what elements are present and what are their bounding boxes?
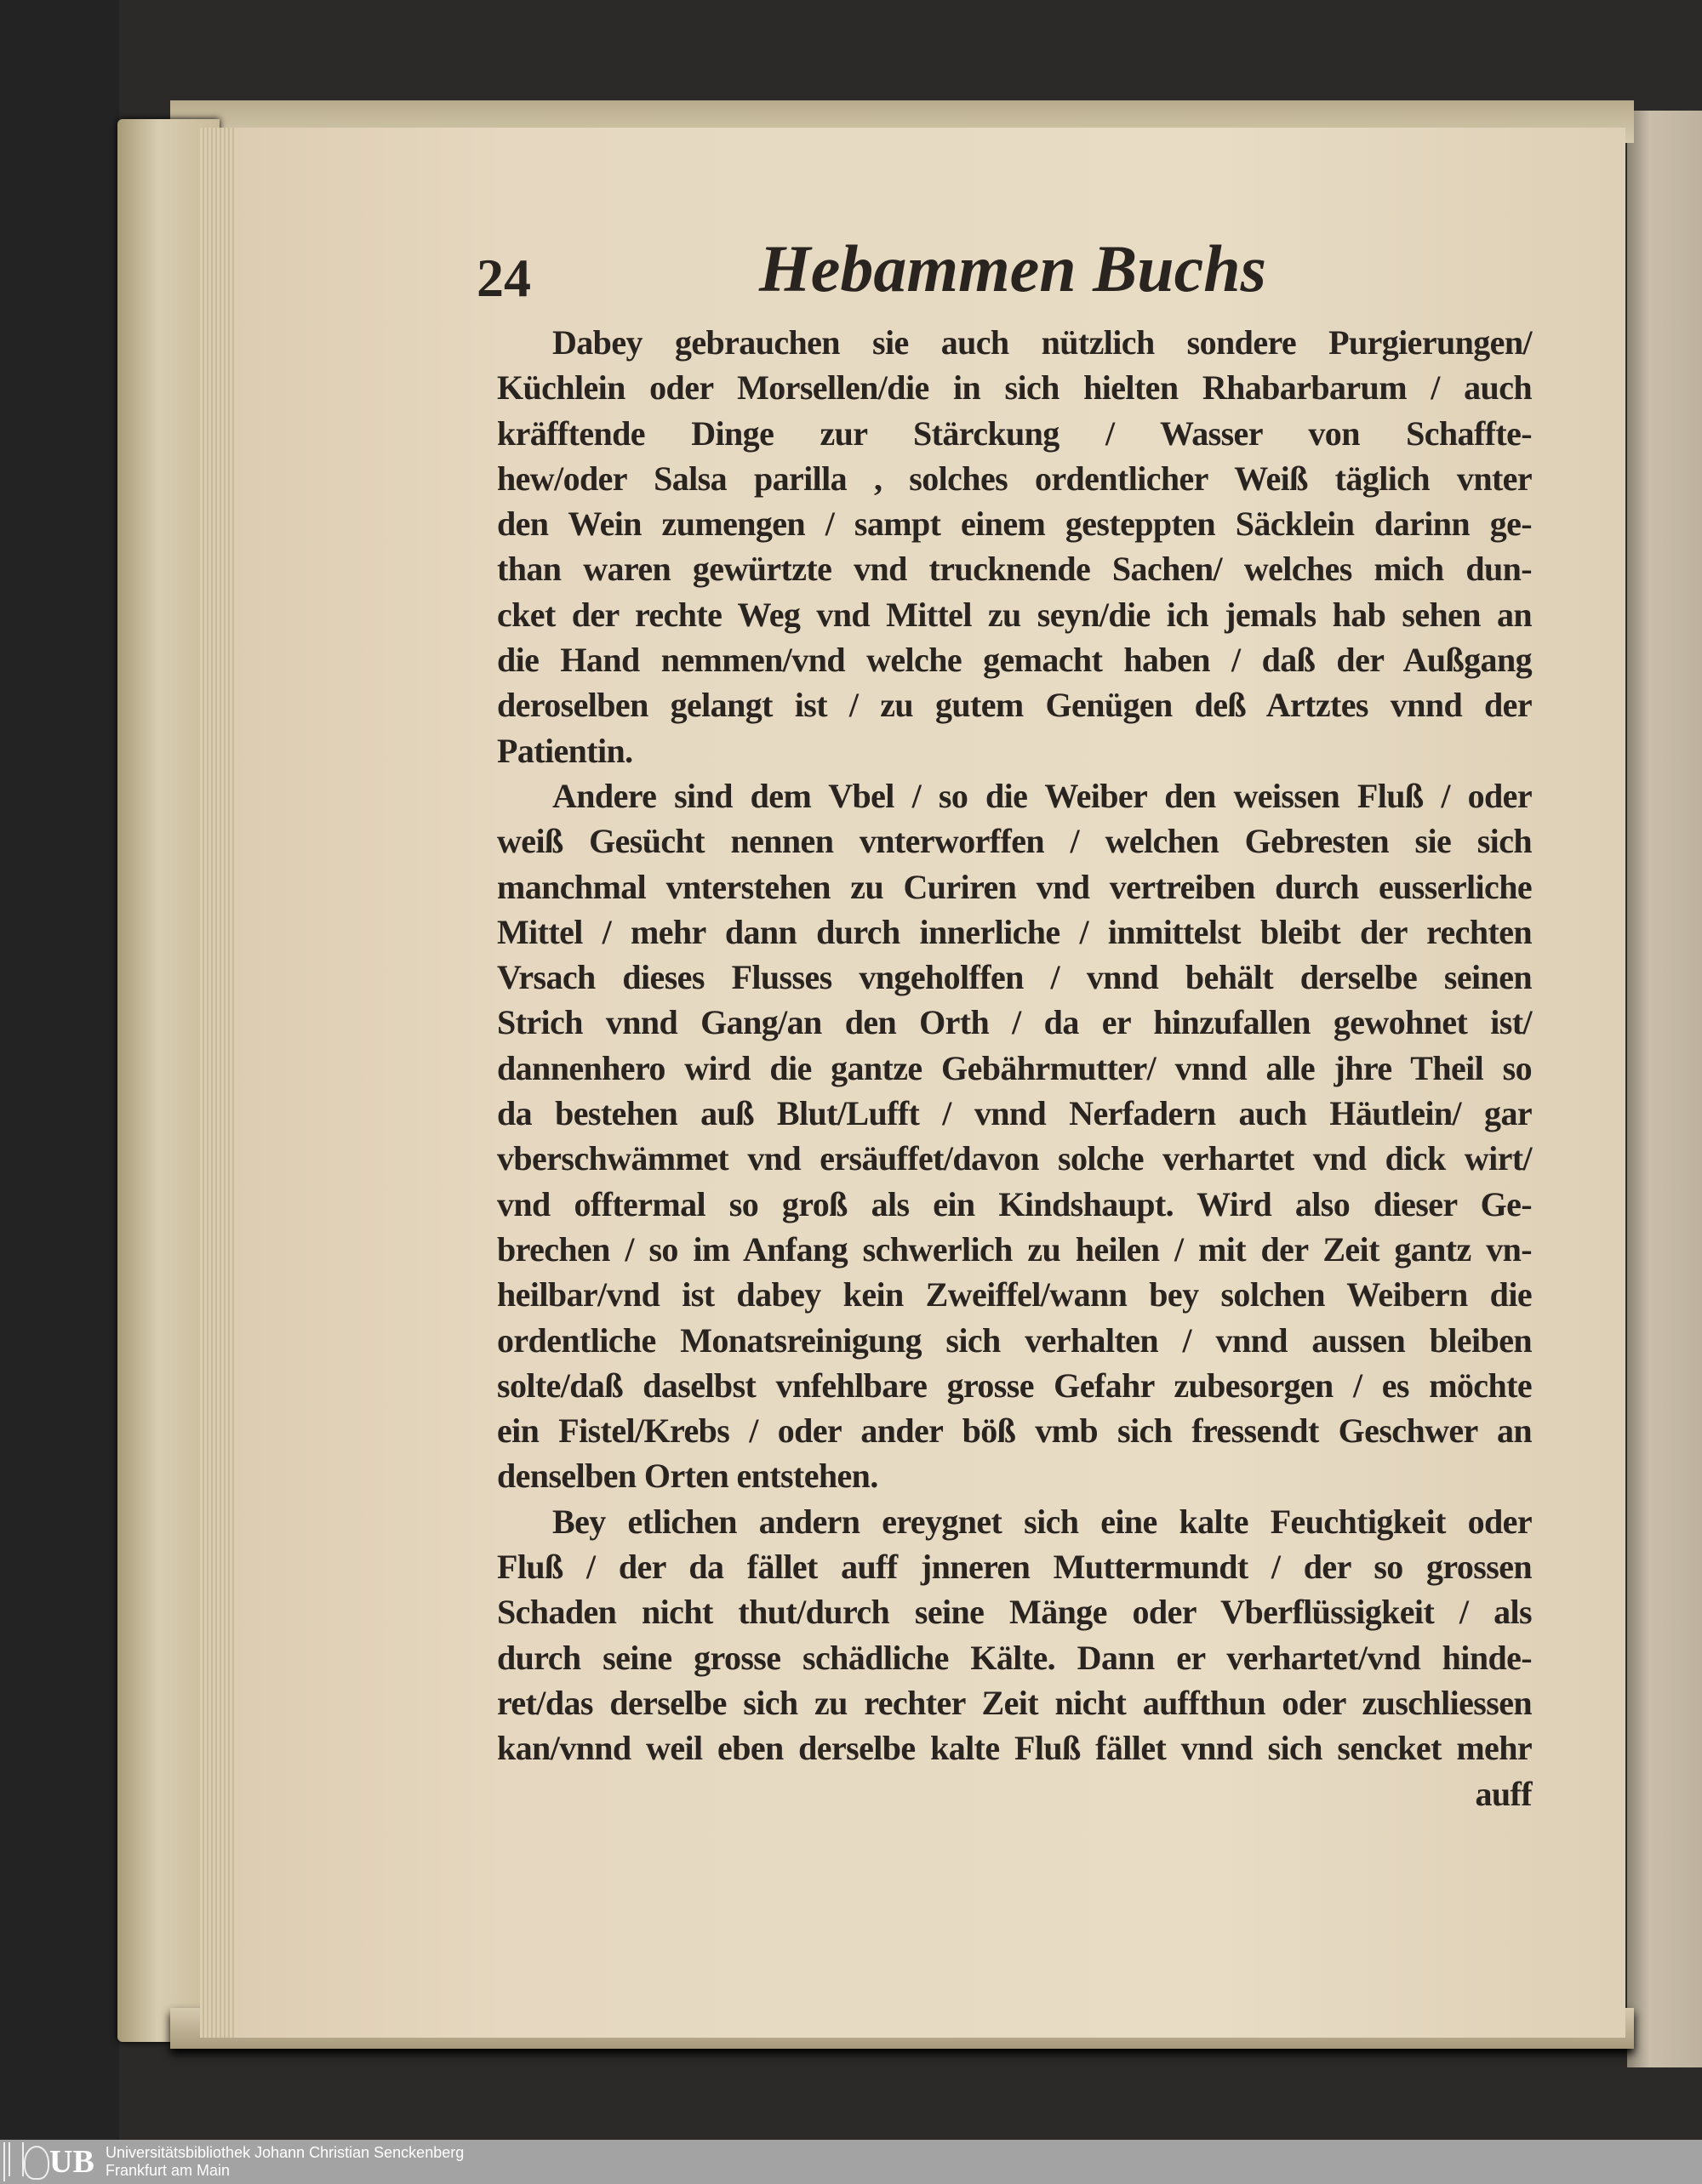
text-line: dannenhero wird die gantze Gebährmutter/ vnnd alle jhre Theil so	[497, 1048, 1532, 1087]
text-line: Patientin.	[497, 731, 633, 770]
logo-text: UB	[49, 2144, 94, 2180]
text-line: ret/das derselbe sich zu rechter Zeit nicht auffthun oder zuschliessen	[497, 1683, 1532, 1722]
text-line: Küchlein oder Morsellen/die in sich hielten Rhabarbarum / auch	[497, 368, 1532, 408]
text-line: ordentliche Monatsreinigung sich verhalten / vnnd aussen bleiben	[497, 1320, 1532, 1360]
text-line: weiß Gesücht nennen vnterworffen / welchen Gebresten sie sich	[497, 822, 1532, 861]
text-line: Dabey gebrauchen sie auch nützlich sondere Purgierungen/	[552, 323, 1532, 362]
text-line: Bey etlichen andern ereygnet sich eine kalte Feuchtigkeit oder	[552, 1502, 1532, 1541]
footer-bar	[0, 2140, 1702, 2184]
text-line: kräfftende Dinge zur Stärckung / Wasser von Schaffte-	[497, 413, 1532, 453]
running-head: Hebammen Buchs	[759, 231, 1266, 305]
text-line: Strich vnnd Gang/an den Orth / da er hinzufallen gewohnet ist/	[497, 1003, 1532, 1042]
text-line: ein Fistel/Krebs / oder ander böß vmb sich fressendt Geschwer an	[497, 1411, 1532, 1451]
text-line: vberschwämmet vnd ersäuffet/davon solche verhartet vnd dick wirt/	[497, 1139, 1532, 1178]
text-line: auff	[1475, 1774, 1532, 1813]
text-line: cket der rechte Weg vnd Mittel zu seyn/die ich jemals hab sehen an	[497, 595, 1532, 634]
text-line: Andere sind dem Vbel / so die Weiber den weissen Fluß / oder	[552, 776, 1532, 815]
text-line: Vrsach dieses Flusses vngeholffen / vnnd behält derselbe seinen	[497, 958, 1532, 997]
text-line: den Wein zumengen / sampt einem gesteppten Säcklein darinn ge-	[497, 505, 1532, 544]
text-line: deroselben gelangt ist / zu gutem Genügen deß Artztes vnnd der	[497, 686, 1532, 725]
text-line: denselben Orten entstehen.	[497, 1457, 878, 1496]
facing-page-edge	[1627, 111, 1702, 2067]
text-line: kan/vnnd weil eben derselbe kalte Fluß fället vnnd sich sencket mehr	[497, 1729, 1532, 1768]
text-line: hew/oder Salsa parilla , solches ordentlicher Weiß täglich vnter	[497, 459, 1532, 498]
logo-columns-icon	[9, 2142, 24, 2176]
text-line: durch seine grosse schädliche Kälte. Dann er verhartet/vnd hinde-	[497, 1638, 1532, 1677]
text-line: Fluß / der da fället auff jnneren Muttermundt / der so grossen	[497, 1548, 1532, 1587]
institution-name: Universitätsbibliothek Johann Christian Senckenberg	[106, 2144, 465, 2161]
footer-credit	[106, 2144, 464, 2180]
body-text	[497, 320, 1532, 1816]
text-line: die Hand nemmen/vnd welche gemacht haben / daß der Außgang	[497, 641, 1532, 680]
text-line: da bestehen auß Blut/Lufft / vnnd Nerfadern auch Häutlein/ gar	[497, 1094, 1532, 1133]
logo-portrait-icon	[24, 2146, 49, 2180]
text-line: manchmal vnterstehen zu Curiren vnd vertreiben durch eusserliche	[497, 867, 1532, 906]
text-line: Mittel / mehr dann durch innerliche / inmittelst bleibt der rechten	[497, 912, 1532, 951]
text-line: heilbar/vnd ist dabey kein Zweiffel/wann bey solchen Weibern die	[497, 1275, 1532, 1314]
text-line: than waren gewürtzte vnd trucknende Sachen/ welches mich dun-	[497, 550, 1532, 589]
library-logo	[3, 2142, 100, 2181]
text-line: solte/daß daselbst vnfehlbare grosse Gefahr zubesorgen / es möchte	[497, 1366, 1532, 1405]
text-line: brechen / so im Anfang schwerlich zu heilen / mit der Zeit gantz vn-	[497, 1229, 1532, 1269]
text-line: vnd offtermal so groß als ein Kindshaupt. Wird also dieser Ge-	[497, 1184, 1532, 1223]
institution-location: Frankfurt am Main	[106, 2162, 231, 2179]
background	[0, 0, 119, 2140]
page-number: 24	[477, 248, 531, 308]
text-line: Schaden nicht thut/durch seine Mänge oder Vberflüssigkeit / als	[497, 1593, 1532, 1632]
